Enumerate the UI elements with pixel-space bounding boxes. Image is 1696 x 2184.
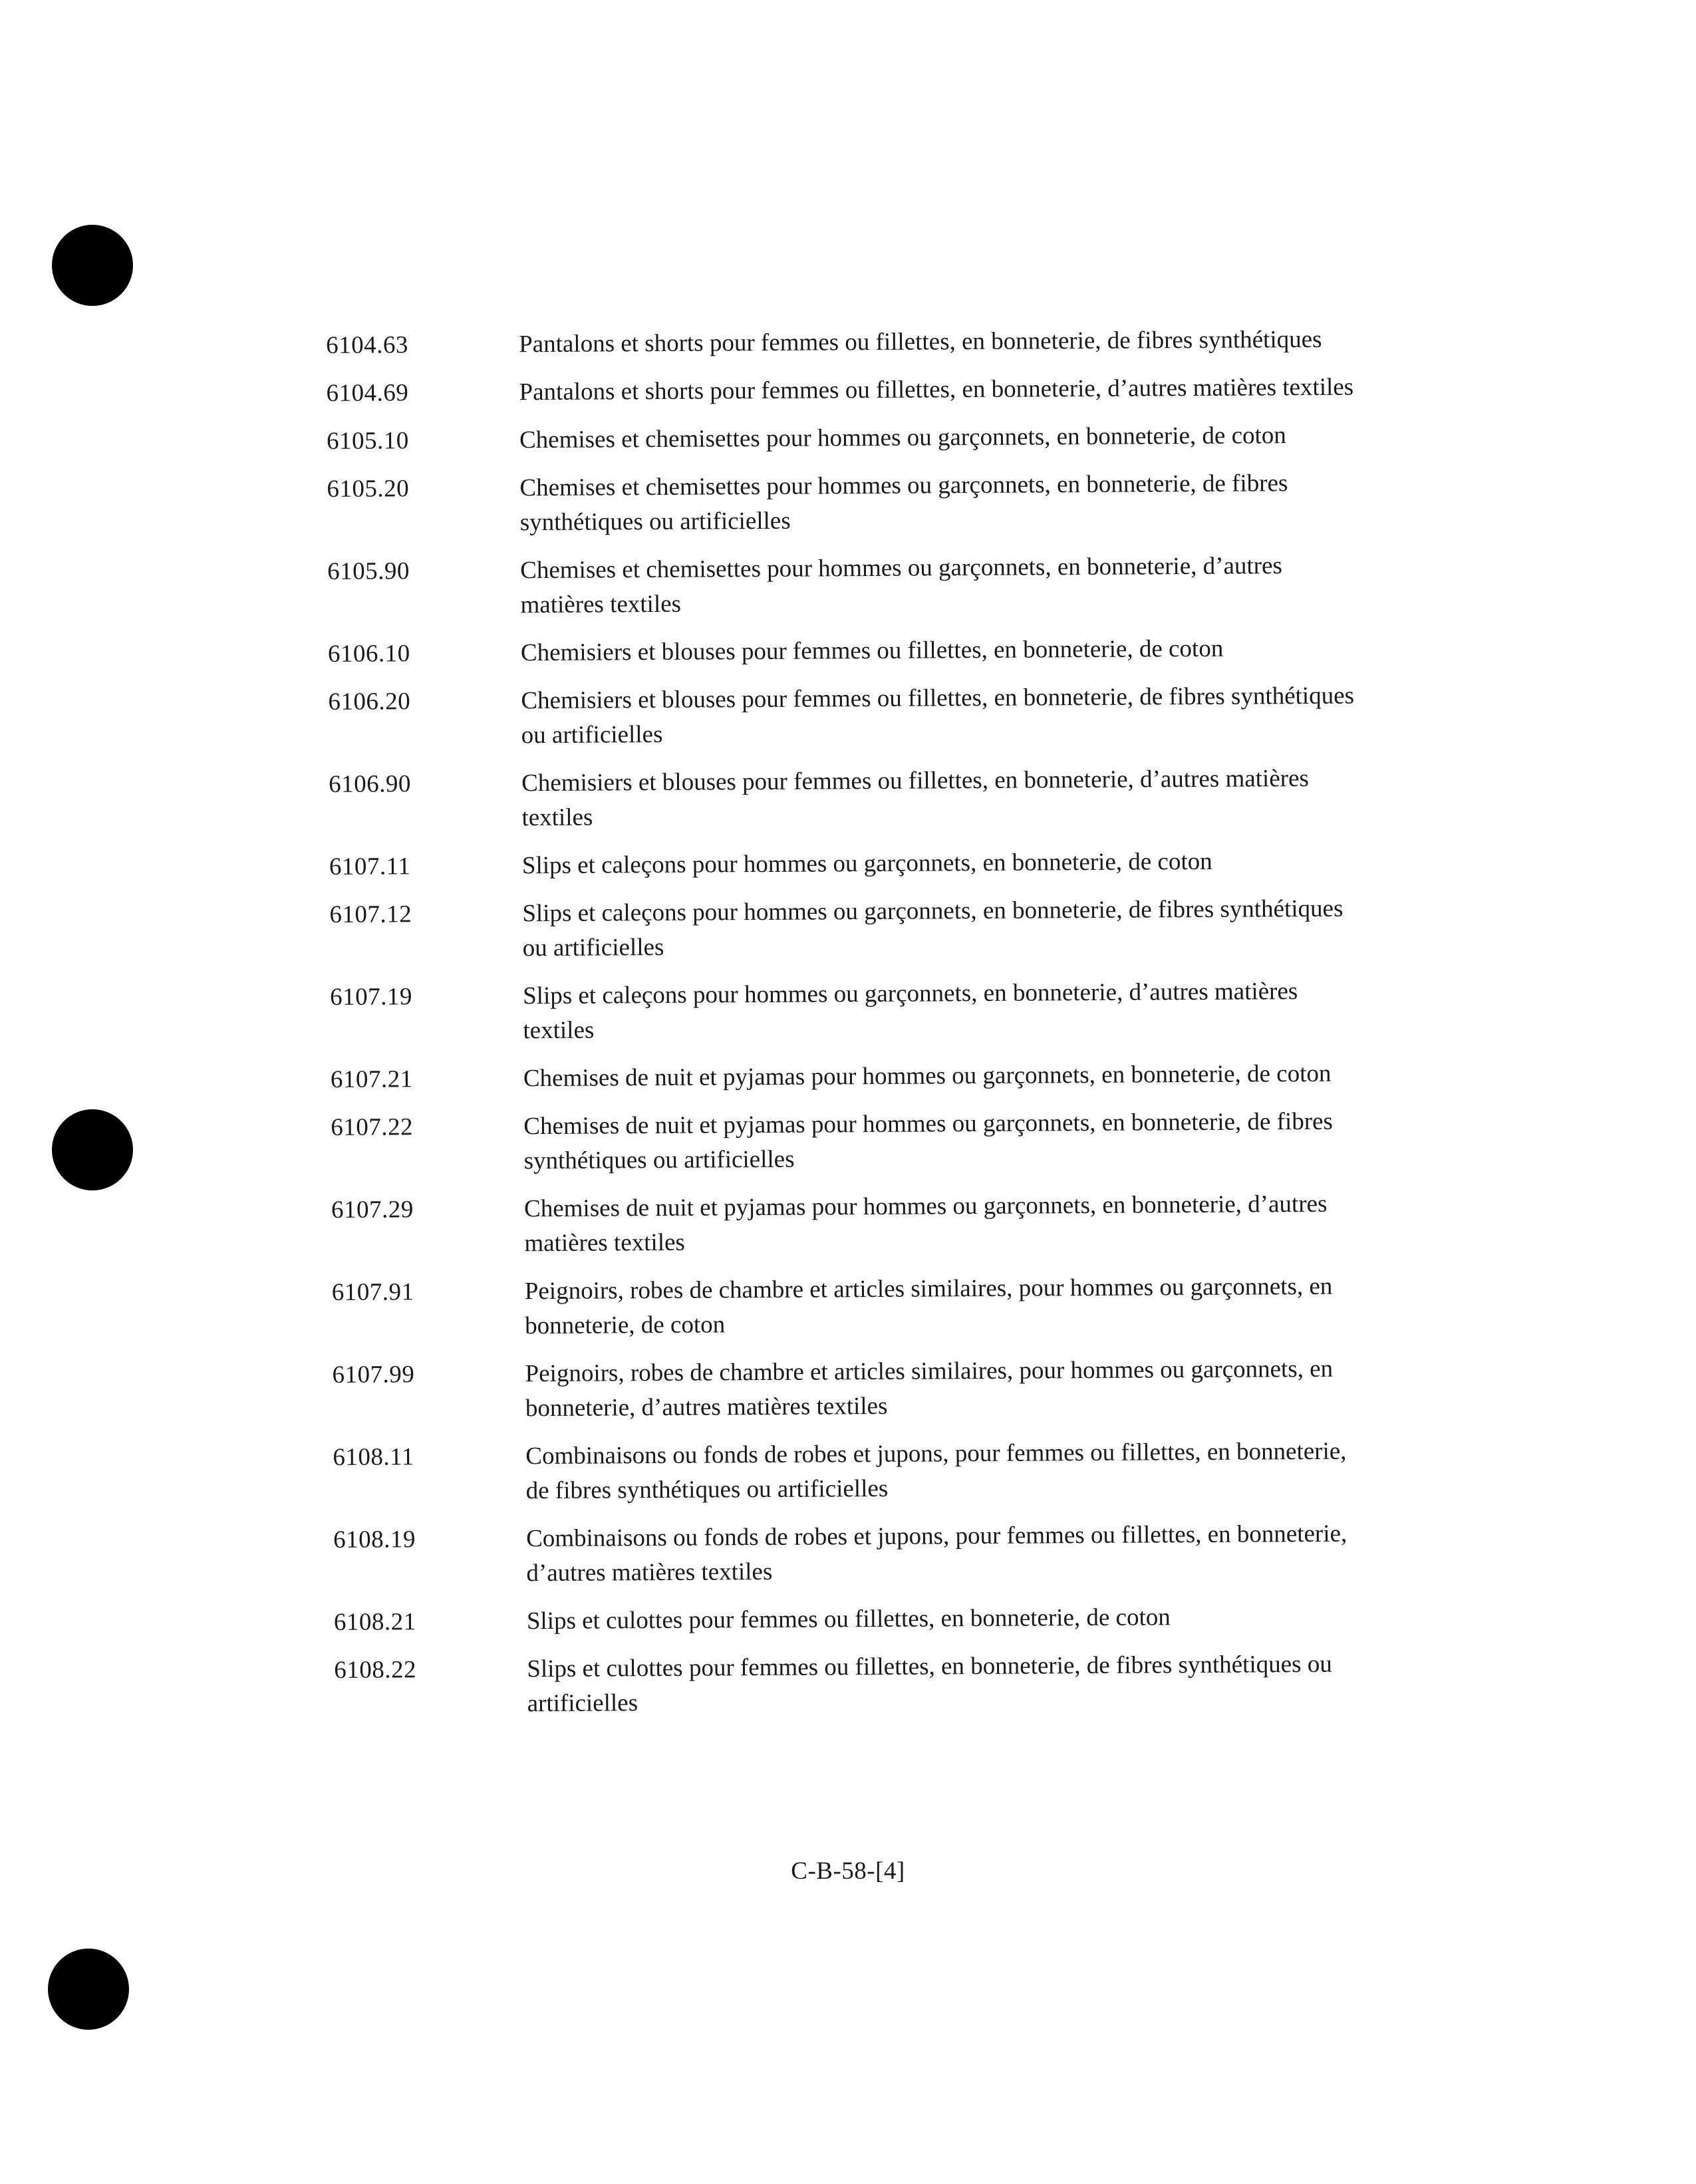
table-row: [334, 1647, 1399, 1722]
tariff-code: 6108.22: [334, 1656, 417, 1684]
table-row: [332, 1351, 1397, 1427]
tariff-code: 6107.12: [329, 900, 412, 928]
table-row: [333, 1434, 1397, 1510]
tariff-description: Chemisiers et blouses pour femmes ou fillettes, en bonneterie, de fibres synthétiques ou artificielles: [521, 682, 1355, 750]
table-row: [329, 761, 1393, 837]
tariff-description: Slips et caleçons pour hommes ou garçonnets, en bonneterie, d’autres matières textiles: [523, 978, 1298, 1045]
tariff-description: Combinaisons ou fonds de robes et jupons, pour femmes ou fillettes, en bonneterie, de fibres synthétiques ou artificielles: [525, 1437, 1347, 1505]
table-row: [327, 548, 1392, 624]
table-row: [333, 1516, 1398, 1592]
punch-hole: [52, 225, 133, 306]
tariff-code: 6108.19: [333, 1526, 416, 1554]
table-row: [327, 418, 1391, 459]
tariff-description: Slips et caleçons pour hommes ou garçonnets, en bonneterie, de coton: [521, 847, 1212, 880]
tariff-code: 6104.63: [326, 331, 409, 359]
tariff-code: 6105.20: [327, 475, 410, 503]
tariff-description: Slips et caleçons pour hommes ou garçonnets, en bonneterie, de fibres synthétiques ou artificielles: [522, 894, 1343, 962]
table-row: [332, 1269, 1397, 1345]
tariff-code: 6107.29: [331, 1196, 414, 1224]
tariff-description: Chemises de nuit et pyjamas pour hommes ou garçonnets, en bonneterie, d’autres matières textiles: [523, 1190, 1328, 1258]
tariff-description: Combinaisons ou fonds de robes et jupons, pour femmes ou fillettes, en bonneterie, d’autres matières textiles: [525, 1520, 1347, 1587]
page-reference: C-B-58-[4]: [791, 1857, 905, 1885]
tariff-code: 6107.91: [331, 1278, 414, 1306]
tariff-code: 6108.11: [333, 1443, 414, 1471]
tariff-table: [326, 322, 1399, 1736]
tariff-description: Chemises et chemisettes pour hommes ou garçonnets, en bonneterie, d’autres matières textiles: [520, 552, 1282, 619]
tariff-code: 6106.90: [329, 770, 412, 798]
tariff-description: Pantalons et shorts pour femmes ou fillettes, en bonneterie, de fibres synthétiques: [519, 325, 1322, 358]
punch-hole: [48, 1949, 129, 2030]
table-row: [328, 678, 1393, 754]
tariff-code: 6108.21: [333, 1608, 416, 1636]
table-row: [331, 1104, 1395, 1180]
tariff-code: 6105.90: [327, 557, 410, 585]
tariff-description: Slips et culottes pour femmes ou fillettes, en bonneterie, de coton: [526, 1603, 1171, 1635]
tariff-description: Chemises et chemisettes pour hommes ou garçonnets, en bonneterie, de fibres synthétiques ou artificielles: [519, 470, 1288, 537]
tariff-description: Chemises de nuit et pyjamas pour hommes ou garçonnets, en bonneterie, de fibres synthétiques ou artificielles: [523, 1107, 1334, 1175]
table-row: [326, 322, 1390, 363]
tariff-code: 6107.99: [332, 1361, 415, 1389]
table-row: [326, 370, 1390, 411]
tariff-description: Slips et culottes pour femmes ou fillettes, en bonneterie, de fibres synthétiques ou artificielles: [527, 1650, 1332, 1718]
tariff-description: Pantalons et shorts pour femmes ou fillettes, en bonneterie, d’autres matières textiles: [519, 373, 1354, 406]
tariff-code: 6106.20: [328, 688, 411, 716]
tariff-code: 6107.11: [329, 853, 411, 881]
table-row: [329, 891, 1394, 967]
tariff-code: 6104.69: [326, 379, 409, 407]
table-row: [331, 1056, 1395, 1097]
tariff-description: Chemisiers et blouses pour femmes ou fillettes, en bonneterie, de coton: [520, 634, 1224, 667]
table-row: [327, 466, 1391, 541]
table-row: [331, 1186, 1396, 1262]
tariff-description: Peignoirs, robes de chambre et articles similaires, pour hommes ou garçonnets, en bonneterie, de coton: [524, 1272, 1333, 1340]
table-row: [330, 974, 1395, 1049]
table-row: [328, 630, 1392, 672]
tariff-description: Chemises de nuit et pyjamas pour hommes ou garçonnets, en bonneterie, de coton: [523, 1059, 1332, 1093]
tariff-code: 6107.22: [331, 1113, 414, 1141]
tariff-code: 6106.10: [327, 640, 410, 668]
table-row: [334, 1599, 1398, 1640]
tariff-description: Chemises et chemisettes pour hommes ou garçonnets, en bonneterie, de coton: [519, 422, 1286, 454]
punch-hole: [52, 1109, 133, 1190]
table-row: [329, 843, 1393, 885]
tariff-code: 6107.21: [330, 1065, 413, 1093]
tariff-description: Peignoirs, robes de chambre et articles similaires, pour hommes ou garçonnets, en bonneterie, d’autres matières textiles: [525, 1355, 1334, 1423]
tariff-code: 6105.10: [326, 427, 409, 455]
tariff-code: 6107.19: [330, 983, 413, 1011]
tariff-description: Chemisiers et blouses pour femmes ou fillettes, en bonneterie, d’autres matières textiles: [521, 764, 1309, 832]
